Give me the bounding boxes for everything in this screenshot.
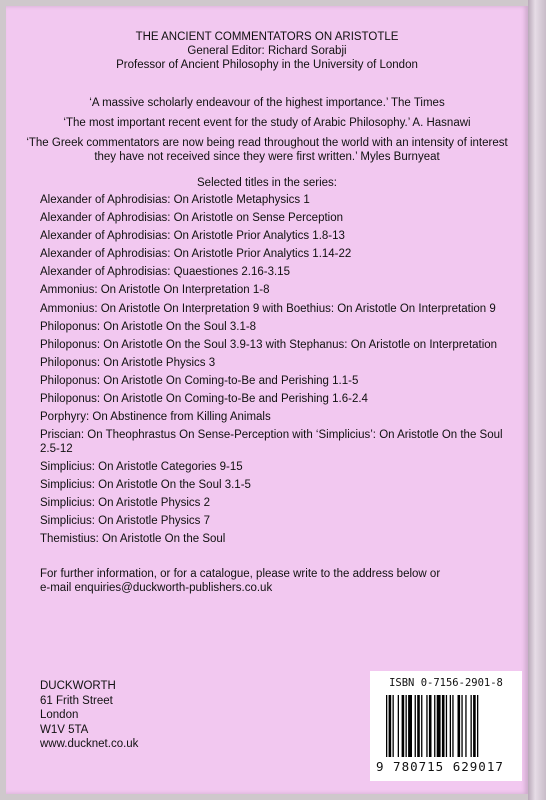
list-item: Philoponus: On Aristotle On the Soul 3.9-13 with Stephanus: On Aristotle on Interpretation xyxy=(40,338,498,351)
isbn-barcode-box xyxy=(370,671,522,781)
list-item: Philoponus: On Aristotle On the Soul 3.1-8 xyxy=(40,320,257,333)
contact-email: e-mail enquiries@duckworth-publishers.co.uk xyxy=(40,582,273,594)
list-item: Porphyry: On Abstinence from Killing Animals xyxy=(40,411,271,424)
series-header xyxy=(6,30,528,72)
list-item: Alexander of Aphrodisias: On Aristotle on Sense Perception xyxy=(40,212,344,225)
list-item: Simplicius: On Aristotle Categories 9-15 xyxy=(40,460,243,473)
series-title: THE ANCIENT COMMENTATORS ON ARISTOTLE xyxy=(135,31,399,43)
back-cover xyxy=(6,6,528,794)
title-list xyxy=(40,194,510,551)
general-editor: General Editor: Richard Sorabji xyxy=(187,45,347,57)
list-item: Simplicius: On Aristotle Physics 2 xyxy=(40,497,211,509)
list-item: Ammonius: On Aristotle On Interpretation 9 with Boethius: On Aristotle On Interpretation 9 xyxy=(40,302,496,315)
review-quote-times: ‘A massive scholarly endeavour of the highest importance.’ The Times xyxy=(89,97,445,109)
website: www.ducknet.co.uk xyxy=(40,738,139,750)
list-item: Philoponus: On Aristotle On Coming-to-Be and Perishing 1.6-2.4 xyxy=(40,393,368,406)
postcode: W1V 5TA xyxy=(40,723,89,736)
list-item: Philoponus: On Aristotle On Coming-to-Be and Perishing 1.1-5 xyxy=(40,374,359,387)
publisher-address xyxy=(40,679,240,752)
list-item: Philoponus: On Aristotle Physics 3 xyxy=(40,356,216,369)
book-edge xyxy=(528,0,546,800)
street: 61 Frith Street xyxy=(40,694,113,707)
isbn-label: ISBN 0-7156-2901-8 xyxy=(389,677,503,689)
barcode-icon xyxy=(386,695,514,757)
review-quote-burnyeat: ‘The Greek commentators are now being read throughout the world with an intensity of interest they have not received since they were first written.’ Myles Burnyeat xyxy=(26,137,508,163)
publisher-name: DUCKWORTH xyxy=(40,680,116,692)
barcode-digits: 9 780715 629017 xyxy=(376,759,504,774)
review-quote-hasnawi: ‘The most important recent event for the study of Arabic Philosophy.’ A. Hasnawi xyxy=(63,117,471,129)
list-item: Alexander of Aphrodisias: Quaestiones 2.16-3.15 xyxy=(40,266,290,279)
list-item: Simplicius: On Aristotle Physics 7 xyxy=(40,515,211,528)
list-item: Alexander of Aphrodisias: On Aristotle Prior Analytics 1.8-13 xyxy=(40,230,345,243)
list-item: Priscian: On Theophrastus On Sense-Perception with ‘Simplicius’: On Aristotle On the Soul 2.5-12 xyxy=(40,429,503,455)
city: London xyxy=(40,709,79,721)
further-information xyxy=(40,567,480,595)
further-info-line: For further information, or for a catalogue, please write to the address below or xyxy=(40,568,441,580)
selected-titles-heading: Selected titles in the series: xyxy=(197,177,337,189)
list-item: Themistius: On Aristotle On the Soul xyxy=(40,533,226,546)
list-item: Alexander of Aphrodisias: On Aristotle Metaphysics 1 xyxy=(40,194,310,206)
editor-position: Professor of Ancient Philosophy in the University of London xyxy=(116,59,418,71)
list-item: Simplicius: On Aristotle On the Soul 3.1-5 xyxy=(40,478,251,491)
list-item: Ammonius: On Aristotle On Interpretation 1-8 xyxy=(40,284,270,297)
list-item: Alexander of Aphrodisias: On Aristotle Prior Analytics 1.14-22 xyxy=(40,248,352,261)
